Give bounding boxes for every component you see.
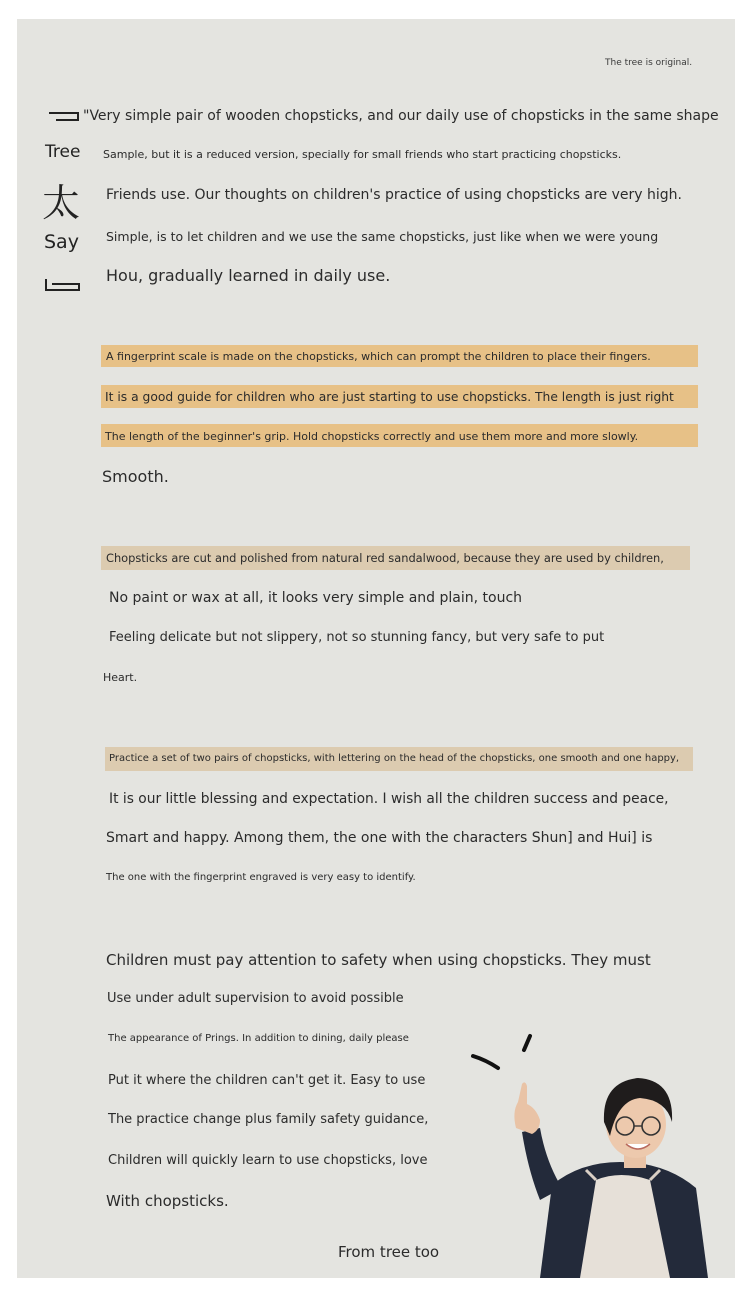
s5-line5: The practice change plus family safety guidance, — [108, 1112, 429, 1127]
s5-line6: Children will quickly learn to use chopsticks, love — [108, 1153, 428, 1168]
s1-line3: Friends use. Our thoughts on children's practice of using chopsticks are very high. — [106, 187, 682, 203]
original-note: The tree is original. — [605, 58, 693, 68]
s3-line3: Feeling delicate but not slippery, not so stunning fancy, but very safe to put — [109, 630, 605, 645]
s2-line4: Smooth. — [102, 467, 169, 486]
s4-line3: Smart and happy. Among them, the one with the characters Shun] and Hui] is — [106, 830, 653, 846]
s1-line5: Hou, gradually learned in daily use. — [106, 266, 391, 285]
s3-line2: No paint or wax at all, it looks very simple and plain, touch — [109, 590, 523, 606]
s3-line1: Chopsticks are cut and polished from natural red sandalwood, because they are used by children, — [106, 551, 664, 565]
s2-line2: It is a good guide for children who are just starting to use chopsticks. The length is just right — [105, 390, 674, 404]
s1-line1: "Very simple pair of wooden chopsticks, and our daily use of chopsticks in the same shape — [83, 108, 719, 124]
side-tree: Tree — [45, 142, 81, 162]
s5-line7: With chopsticks. — [106, 1192, 229, 1210]
bottom-bracket-icon — [44, 277, 80, 291]
s5-line2: Use under adult supervision to avoid possible — [107, 991, 404, 1006]
person-pointing-illustration — [500, 1070, 735, 1278]
s5-line4: Put it where the children can't get it. Easy to use — [108, 1073, 426, 1088]
s5-line1: Children must pay attention to safety when using chopsticks. They must — [106, 951, 651, 969]
s5-line3: The appearance of Prings. In addition to dining, daily please — [108, 1033, 409, 1044]
s1-line2: Sample, but it is a reduced version, specially for small friends who start practicing chopsticks. — [103, 148, 622, 161]
side-glyph: 太 — [42, 181, 81, 225]
side-say: Say — [44, 231, 79, 253]
s4-line4: The one with the fingerprint engraved is very easy to identify. — [106, 872, 416, 883]
s4-line2: It is our little blessing and expectation. I wish all the children success and peace, — [109, 791, 669, 807]
s4-line1: Practice a set of two pairs of chopsticks, with lettering on the head of the chopsticks, one smooth and one happy, — [109, 753, 680, 764]
s1-line4: Simple, is to let children and we use the same chopsticks, just like when we were young — [106, 229, 659, 244]
s2-line1: A fingerprint scale is made on the chopsticks, which can prompt the children to place their fingers. — [106, 350, 651, 363]
top-bracket-icon — [48, 108, 78, 118]
s3-line4: Heart. — [103, 671, 138, 684]
s2-line3: The length of the beginner's grip. Hold chopsticks correctly and use them more and more slowly. — [105, 430, 639, 443]
signature: From tree too — [338, 1243, 440, 1261]
